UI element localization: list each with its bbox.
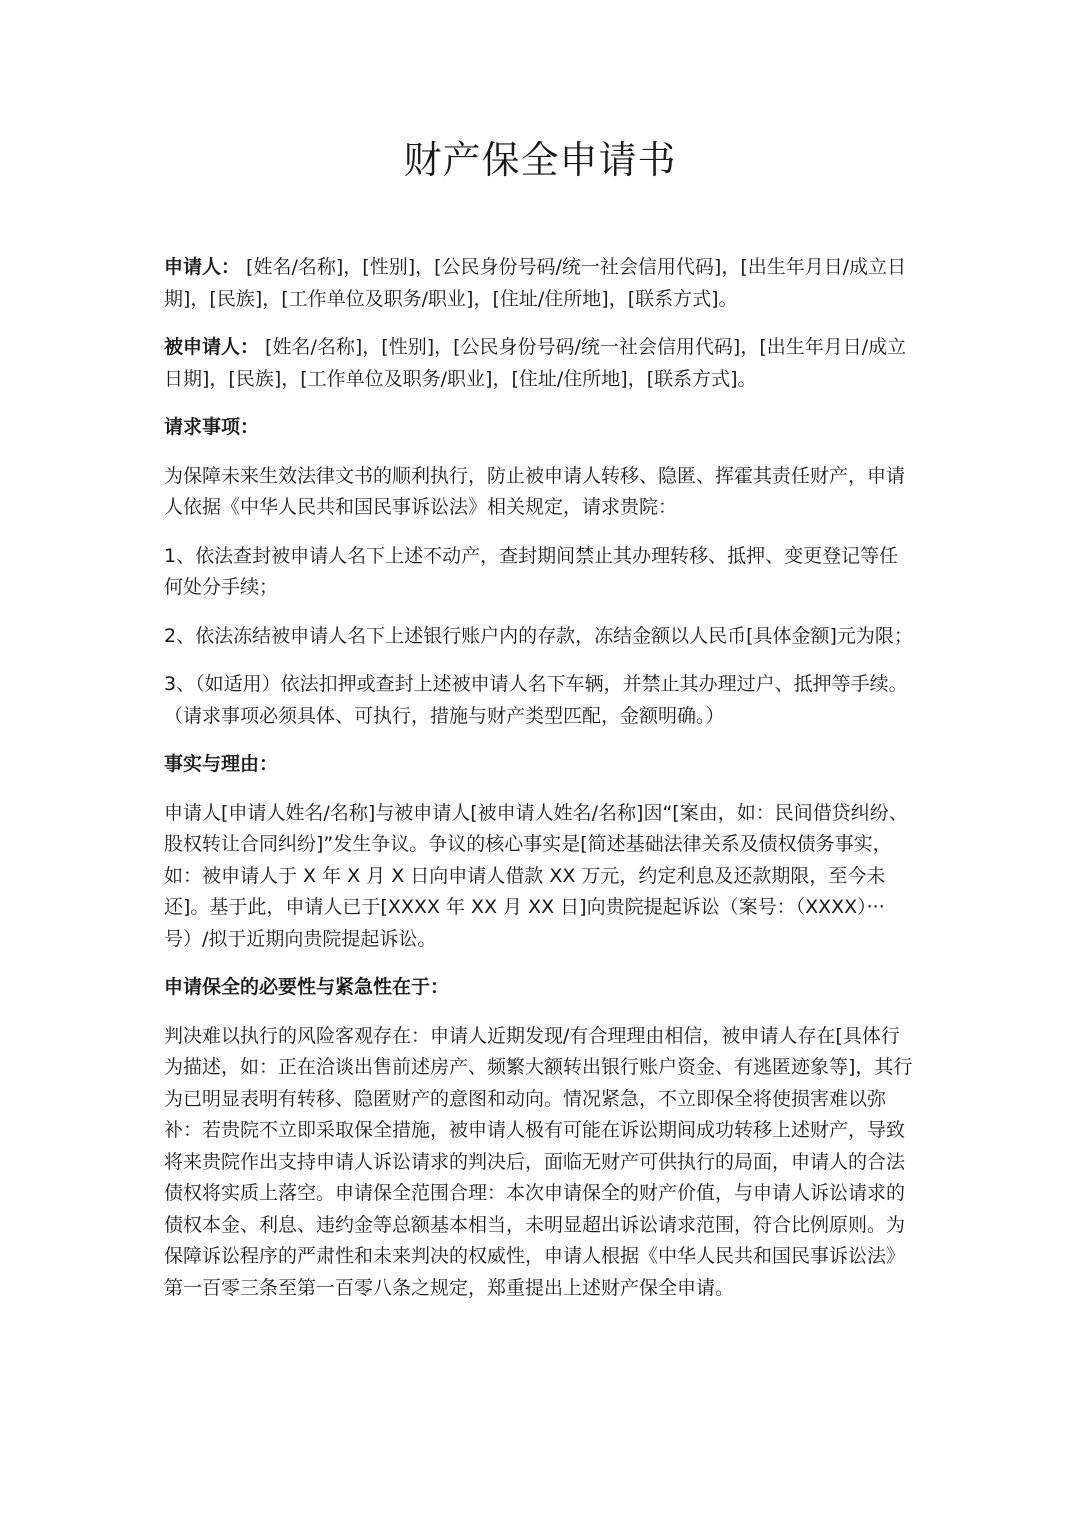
- applicant-label: 申请人：: [164, 256, 241, 278]
- document-body: [164, 252, 916, 1321]
- request-item-1: 1、依法查封被申请人名下上述不动产，查封期间禁止其办理转移、抵押、变更登记等任何处分手续；: [164, 544, 899, 598]
- document-title: 财产保全申请书: [403, 138, 677, 182]
- respondent-paragraph: [164, 332, 916, 395]
- respondent-text: [姓名/名称]，[性别]，[公民身份号码/统一社会信用代码]，[出生年月日/成立日期]，[民族]，[工作单位及职务/职业]，[住址/住所地]，[联系方式]。: [164, 336, 907, 390]
- applicant-text: [姓名/名称]，[性别]，[公民身份号码/统一社会信用代码]，[出生年月日/成立日期]，[民族]，[工作单位及职务/职业]，[住址/住所地]，[联系方式]。: [164, 256, 907, 310]
- requests-heading: 请求事项：: [164, 416, 260, 438]
- request-item-2: 2、依法冻结被申请人名下上述银行账户内的存款，冻结金额以人民币[具体金额]元为限；: [164, 624, 913, 647]
- necessity-heading: 申请保全的必要性与紧急性在于：: [164, 976, 450, 998]
- applicant-paragraph: [164, 252, 916, 315]
- facts-heading: 事实与理由：: [164, 753, 279, 775]
- respondent-label: 被申请人：: [164, 336, 260, 358]
- facts-paragraph: 申请人[申请人姓名/名称]与被申请人[被申请人姓名/名称]因“[案由，如：民间借贷纠纷、股权转让合同纠纷]”发生争议。争议的核心事实是[简述基础法律关系及债权债务事实，如：被申请人于 X 年 X 月 X 日向申请人借款 XX 万元，约定利息及还款期限，至今未还]。基于此，申请人已于[XXXX 年 XX 月 XX 日]向贵院提起诉讼（案号：（XXXX）···号）/拟于近期向贵院提起诉讼。: [164, 801, 908, 950]
- request-item-3: 3、（如适用）依法扣押或查封上述被申请人名下车辆，并禁止其办理过户、抵押等手续。（请求事项必须具体、可执行，措施与财产类型匹配，金额明确。）: [164, 673, 908, 727]
- necessity-paragraph: 判决难以执行的风险客观存在：申请人近期发现/有合理理由相信，被申请人存在[具体行为描述，如：正在洽谈出售前述房产、频繁大额转出银行账户资金、有逃匿迹象等]，其行为已明显表明有转移、隐匿财产的意图和动向。情况紧急，不立即保全将使损害难以弥补：若贵院不立即采取保全措施，被申请人极有可能在诉讼期间成功转移上述财产，导致将来贵院作出支持申请人诉讼请求的判决后，面临无财产可供执行的局面，申请人的合法债权将实质上落空。申请保全范围合理：本次申请保全的财产价值，与申请人诉讼请求的债权本金、利息、违约金等总额基本相当，未明显超出诉讼请求范围，符合比例原则。为保障诉讼程序的严肃性和未来判决的权威性，申请人根据《中华人民共和国民事诉讼法》第一百零三条至第一百零八条之规定，郑重提出上述财产保全申请。: [164, 1024, 913, 1299]
- requests-intro: 为保障未来生效法律文书的顺利执行，防止被申请人转移、隐匿、挥霍其责任财产，申请人依据《中华人民共和国民事诉讼法》相关规定，请求贵院：: [164, 464, 906, 518]
